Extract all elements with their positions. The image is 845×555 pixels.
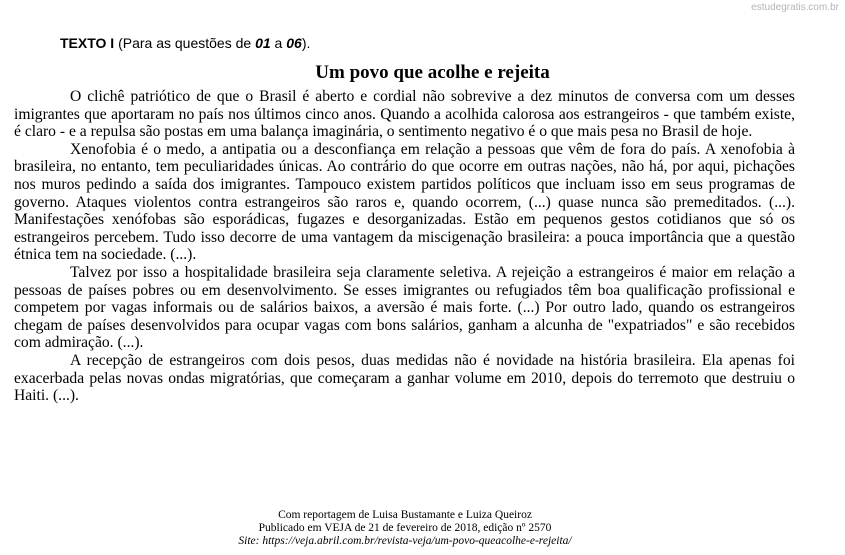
credits-authors: Com reportagem de Luisa Bustamante e Luiza Queiroz xyxy=(278,509,532,521)
text-label: TEXTO I xyxy=(60,35,115,51)
paragraph-1: O clichê patriótico de que o Brasil é aberto e cordial não sobrevive a dez minutos de conversa com um desses imigrantes que aportaram no país nos últimos cinco anos. Quando a acolhida calorosa aos estrangeiros - que também existe, é claro - e a repulsa são postas em uma balança imaginária, o sentimento negativo é o que mais pesa no Brasil de hoje. xyxy=(14,88,795,141)
site-watermark: estudegratis.com.br xyxy=(751,2,839,13)
header-prefix: (Para as questões de xyxy=(114,35,256,51)
paragraph-4: A recepção de estrangeiros com dois pesos, duas medidas não é novidade na história brasileira. Ela apenas foi exacerbada pelas novas ondas migratórias, que começaram a ganhar volume em 2010, depois do terremoto que destruiu o Haiti. (...). xyxy=(14,351,795,405)
credits-publication: Publicado em VEJA de 21 de fevereiro de 2018, edição nº 2570 xyxy=(258,522,552,534)
header-middle: a xyxy=(270,35,287,51)
question-to: 06 xyxy=(286,35,302,51)
header-suffix: ). xyxy=(301,35,311,51)
article-title: Um povo que acolhe e rejeita xyxy=(315,62,550,83)
text-header xyxy=(60,35,310,51)
paragraph-2: Xenofobia é o medo, a antipatia ou a desconfiança em relação a pessoas que vêm de fora do país. A xenofobia à brasileira, no entanto, tem peculiaridades únicas. Ao contrário do que ocorre em outras nações, não há, por aqui, pichações nos muros pedindo a saída dos imigrantes. Tampouco existem partidos políticos que incluam isso em seus programas de governo. Ataques violentos contra estrangeiros são raros e, quando ocorrem, (...) quase nunca são premeditados. (...). Manifestações xenófobas são esporádicas, fugazes e desorganizadas. Estão em pequenos gestos cotidianos que só os estrangeiros percebem. Tudo isso decorre de uma vantagem da miscigenação brasileira: a pouca importância que a questão étnica tem na sociedade. (...). xyxy=(14,140,795,264)
article-credits xyxy=(0,509,810,548)
article-body xyxy=(14,88,795,405)
credits-site: Site: https://veja.abril.com.br/revista-veja/um-povo-queacolhe-e-rejeita/ xyxy=(238,535,572,547)
question-from: 01 xyxy=(255,35,271,51)
paragraph-3: Talvez por isso a hospitalidade brasileira seja claramente seletiva. A rejeição a estrangeiros é maior em relação a pessoas de países pobres ou em desenvolvimento. Se esses imigrantes ou refugiados têm boa qualificação profissional e competem por vagas informais ou de salários baixos, a aversão é mais forte. (...) Por outro lado, quando os estrangeiros chegam de países desenvolvidos para ocupar vagas com bons salários, ganham a alcunha de "expatriados" e são recebidos com admiração. (...). xyxy=(14,263,795,352)
